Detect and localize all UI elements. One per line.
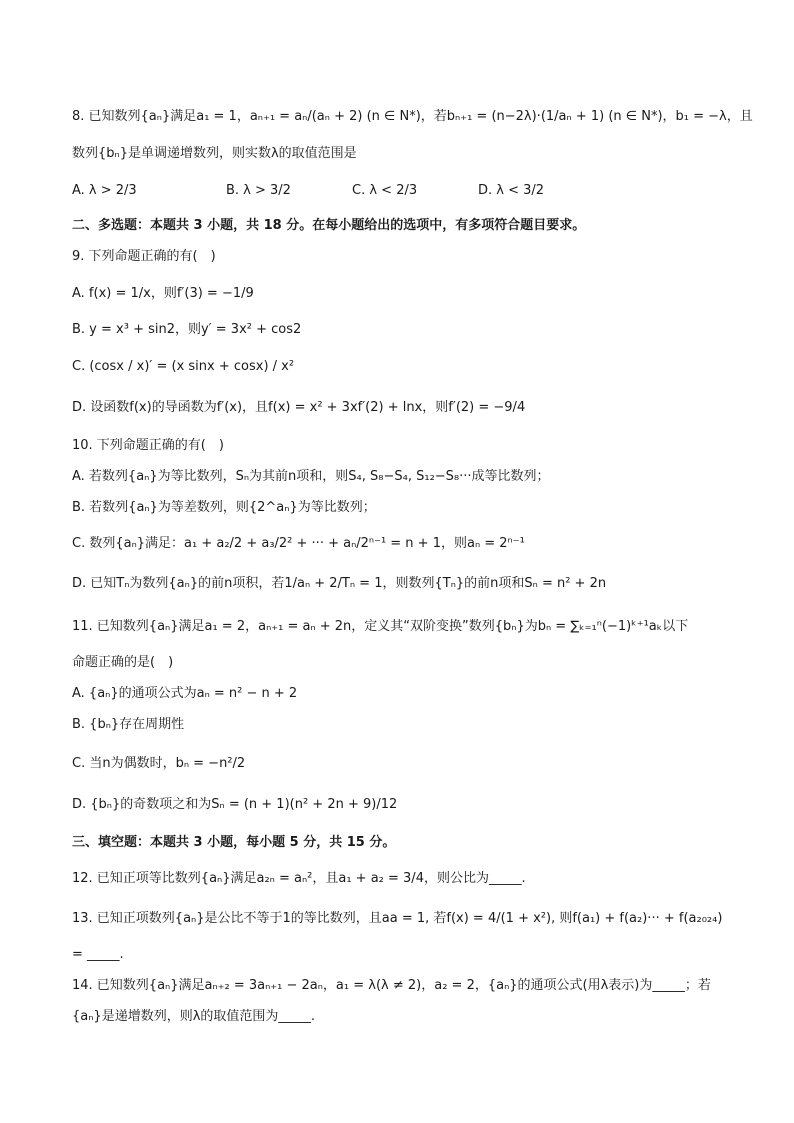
q10-stem: 10. 下列命题正确的有( ) bbox=[72, 438, 224, 453]
q9-option-a: A. f(x) = 1/x，则f′(3) = −1/9 bbox=[72, 286, 254, 301]
q8-stem-line1: 8. 已知数列{aₙ}满足a₁ = 1，aₙ₊₁ = aₙ/(aₙ + 2) (n ∈ N*)，若bₙ₊₁ = (n−2λ)·(1/aₙ + 1) (n ∈ N*)，b₁ = −λ，且 bbox=[72, 109, 753, 124]
q8-option-d: D. λ < 3/2 bbox=[478, 183, 545, 198]
q8-option-a: A. λ > 2/3 bbox=[72, 183, 137, 198]
q9-option-b: B. y = x³ + sin2，则y′ = 3x² + cos2 bbox=[72, 322, 302, 337]
q10-option-b: B. 若数列{aₙ}为等差数列，则{2^aₙ}为等比数列； bbox=[72, 500, 376, 515]
q12-stem: 12. 已知正项等比数列{aₙ}满足a₂ₙ = aₙ²，且a₁ + a₂ = 3/4，则公比为_____. bbox=[72, 871, 526, 886]
q13-stem-line2: = _____. bbox=[72, 947, 124, 962]
q8-option-b: B. λ > 3/2 bbox=[226, 183, 291, 198]
q11-option-c: C. 当n为偶数时，bₙ = −n²/2 bbox=[72, 756, 246, 771]
q11-option-a: A. {aₙ}的通项公式为aₙ = n² − n + 2 bbox=[72, 686, 298, 701]
q11-stem-line2: 命题正确的是( ) bbox=[72, 655, 174, 670]
q11-option-d: D. {bₙ}的奇数项之和为Sₙ = (n + 1)(n² + 2n + 9)/12 bbox=[72, 797, 398, 812]
section2-heading: 二、多选题：本题共 3 小题，共 18 分。在每小题给出的选项中，有多项符合题目要求。 bbox=[72, 218, 586, 233]
q14-stem-line2: {aₙ}是递增数列，则λ的取值范围为_____. bbox=[72, 1009, 316, 1024]
q14-stem-line1: 14. 已知数列{aₙ}满足aₙ₊₂ = 3aₙ₊₁ − 2aₙ，a₁ = λ(λ ≠ 2)，a₂ = 2，{aₙ}的通项公式(用λ表示)为_____；若 bbox=[72, 978, 711, 993]
q11-stem-line1: 11. 已知数列{aₙ}满足a₁ = 2，aₙ₊₁ = aₙ + 2n，定义其“双阶变换”数列{bₙ}为bₙ = ∑ₖ₌₁ⁿ(−1)ᵏ⁺¹aₖ以下 bbox=[72, 619, 689, 634]
q9-stem: 9. 下列命题正确的有( ) bbox=[72, 249, 216, 264]
q8-stem-line2: 数列{bₙ}是单调递增数列，则实数λ的取值范围是 bbox=[72, 146, 357, 161]
q11-option-b: B. {bₙ}存在周期性 bbox=[72, 717, 185, 732]
q10-option-d: D. 已知Tₙ为数列{aₙ}的前n项积，若1/aₙ + 2/Tₙ = 1，则数列{Tₙ}的前n项和Sₙ = n² + 2n bbox=[72, 576, 607, 591]
section3-heading: 三、填空题：本题共 3 小题，每小题 5 分，共 15 分。 bbox=[72, 835, 396, 850]
q10-option-c: C. 数列{aₙ}满足：a₁ + a₂/2 + a₃/2² + ··· + aₙ/2ⁿ⁻¹ = n + 1，则aₙ = 2ⁿ⁻¹ bbox=[72, 536, 525, 551]
q13-stem-line1: 13. 已知正项数列{aₙ}是公比不等于1的等比数列，且aa = 1, 若f(x) = 4/(1 + x²), 则f(a₁) + f(a₂)··· + f(a₂₀₂₄) bbox=[72, 911, 723, 926]
q8-option-c: C. λ < 2/3 bbox=[352, 183, 418, 198]
q10-option-a: A. 若数列{aₙ}为等比数列，Sₙ为其前n项和，则S₄, S₈−S₄, S₁₂−S₈···成等比数列； bbox=[72, 469, 550, 484]
q9-option-c: C. (cosx / x)′ = (x sinx + cosx) / x² bbox=[72, 359, 295, 374]
q9-option-d: D. 设函数f(x)的导函数为f′(x)，且f(x) = x² + 3xf′(2) + lnx，则f′(2) = −9/4 bbox=[72, 400, 526, 415]
